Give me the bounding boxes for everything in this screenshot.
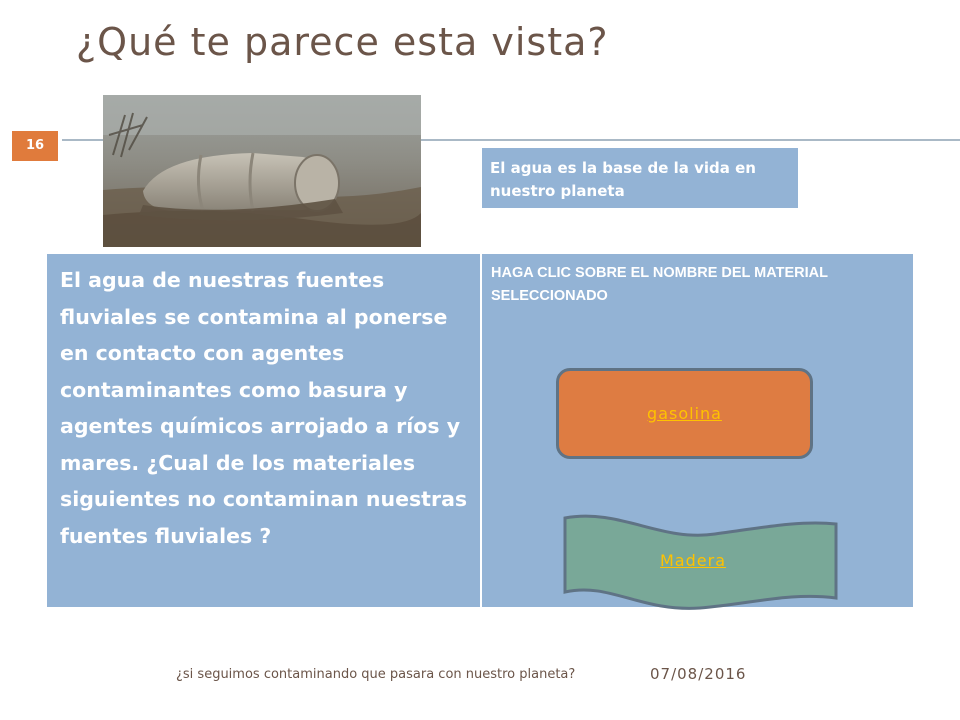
polluted-water-photo: [103, 95, 421, 247]
madera-option-button[interactable]: [560, 512, 840, 612]
madera-link[interactable]: Madera: [660, 551, 726, 570]
slide-number-badge: 16: [12, 131, 58, 161]
gasolina-link[interactable]: gasolina: [647, 404, 722, 423]
footer-date: 07/08/2016: [650, 665, 747, 683]
gasolina-option-button[interactable]: [556, 368, 813, 459]
instruction-text: HAGA CLIC SOBRE EL NOMBRE DEL MATERIAL SELECCIONADO: [491, 265, 828, 304]
tagline-box: El agua es la base de la vida en nuestro planeta: [480, 146, 800, 210]
question-text: El agua de nuestras fuentes fluviales se contamina al ponerse en contacto con agentes contaminantes como basura y agentes químicos arrojado a ríos y mares. ¿Cual de los materiales siguientes no contaminan nuestras fuentes fluviales ?: [60, 268, 468, 548]
panel-divider: [480, 254, 482, 607]
slide-title: ¿Qué te parece esta vista?: [76, 20, 609, 64]
footer-text: ¿si seguimos contaminando que pasara con nuestro planeta?: [176, 667, 576, 682]
